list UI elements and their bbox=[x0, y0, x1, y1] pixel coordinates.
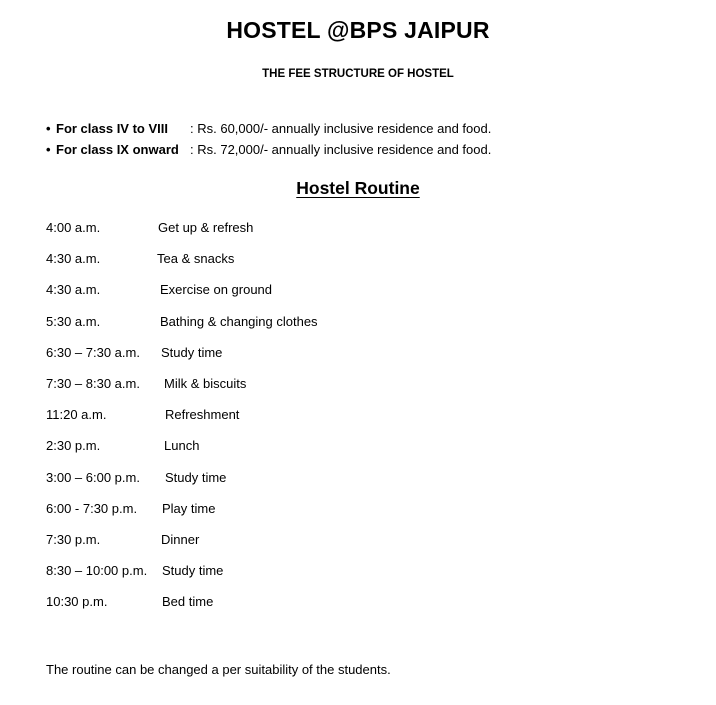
routine-time: 7:30 – 8:30 a.m. bbox=[46, 375, 140, 391]
routine-row bbox=[46, 470, 686, 501]
routine-activity: Study time bbox=[165, 469, 227, 485]
routine-time: 6:30 – 7:30 a.m. bbox=[46, 344, 140, 360]
fee-class: For class IV to VIII bbox=[56, 121, 168, 136]
routine-heading: Hostel Routine bbox=[296, 178, 420, 198]
page-subtitle: THE FEE STRUCTURE OF HOSTEL bbox=[262, 68, 454, 80]
routine-activity: Study time bbox=[162, 563, 224, 579]
routine-time: 3:00 – 6:00 p.m. bbox=[46, 469, 140, 485]
routine-row bbox=[46, 345, 686, 376]
routine-time: 2:30 p.m. bbox=[46, 438, 101, 454]
routine-row bbox=[46, 438, 686, 469]
routine-row bbox=[46, 314, 686, 345]
footer-note: The routine can be changed a per suitability of the students. bbox=[46, 662, 391, 677]
fee-class: For class IX onward bbox=[56, 142, 179, 157]
routine-row bbox=[46, 501, 686, 532]
page-title: HOSTEL @BPS JAIPUR bbox=[226, 17, 490, 43]
routine-row bbox=[46, 220, 686, 251]
routine-activity: Play time bbox=[162, 500, 216, 516]
routine-row bbox=[46, 532, 686, 563]
routine-list bbox=[46, 220, 686, 625]
routine-time: 5:30 a.m. bbox=[46, 313, 101, 329]
routine-row bbox=[46, 594, 686, 625]
routine-row bbox=[46, 563, 686, 594]
fee-amount: : Rs. 72,000/- annually inclusive residence and food. bbox=[190, 142, 492, 157]
routine-activity: Bed time bbox=[162, 594, 214, 610]
routine-time: 7:30 p.m. bbox=[46, 531, 101, 547]
routine-row bbox=[46, 376, 686, 407]
routine-time: 10:30 p.m. bbox=[46, 594, 108, 610]
routine-time: 6:00 - 7:30 p.m. bbox=[46, 500, 138, 516]
routine-activity: Bathing & changing clothes bbox=[160, 313, 318, 329]
routine-row bbox=[46, 407, 686, 438]
bullet-icon: • bbox=[46, 121, 51, 136]
bullet-icon: • bbox=[46, 142, 51, 157]
fee-item bbox=[46, 121, 492, 139]
routine-time: 4:30 a.m. bbox=[46, 251, 101, 267]
routine-activity: Tea & snacks bbox=[157, 251, 235, 267]
routine-time: 11:20 a.m. bbox=[46, 407, 107, 423]
routine-activity: Lunch bbox=[164, 438, 200, 454]
routine-time: 4:30 a.m. bbox=[46, 282, 101, 298]
routine-activity: Exercise on ground bbox=[160, 282, 273, 298]
routine-time: 4:00 a.m. bbox=[46, 220, 101, 235]
routine-row bbox=[46, 282, 686, 313]
routine-time: 8:30 – 10:00 p.m. bbox=[46, 563, 148, 579]
routine-activity: Dinner bbox=[161, 531, 200, 547]
routine-row bbox=[46, 251, 686, 282]
routine-activity: Refreshment bbox=[165, 407, 240, 423]
fee-item bbox=[46, 142, 492, 160]
fee-amount: : Rs. 60,000/- annually inclusive residence and food. bbox=[190, 121, 492, 136]
routine-activity: Milk & biscuits bbox=[164, 375, 247, 391]
routine-activity: Study time bbox=[161, 344, 223, 360]
routine-activity: Get up & refresh bbox=[158, 220, 254, 235]
